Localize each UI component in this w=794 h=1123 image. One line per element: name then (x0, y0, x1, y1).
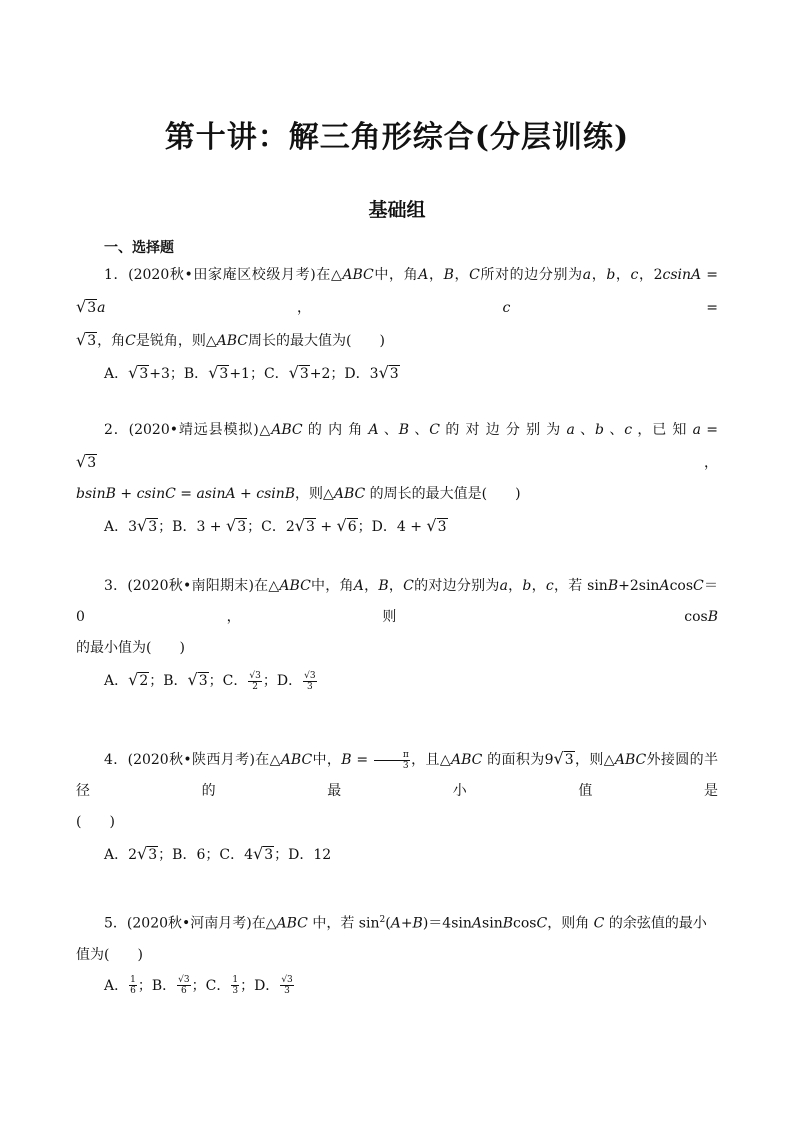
question-5-options: A． $\frac{1}{6}$ ；B． $\frac{√3}{6}$ ；C． $\frac{1}{3}$ ；D． $\frac{√3}{3}$ (104, 975, 293, 997)
page-title: 第十讲：解三角形综合(分层训练) (164, 120, 630, 155)
question-2-options: A．3√3；B．3 + √3；C．2√3 + √6；D．4 + √3 (104, 516, 447, 535)
question-1 (76, 260, 718, 390)
question-1-options: A．√3+3；B．√3+1；C．√3+2；D．3√3 (104, 363, 399, 382)
question-1-stem: 1．(2020秋•田家庵区校级月考)在△ABC中，角A，B，C所对的边分别为a，b，c，2csinA = √3a，c = (76, 267, 719, 316)
question-3 (76, 571, 718, 697)
question-4-stem: 4．(2020秋•陕西月考)在△ABC中，B = $\frac{\pi}{3}$ ，且△ABC 的面积为9√3，则△ABC外接圆的半径的最小值是 (76, 749, 718, 799)
group-heading: 基础组 (368, 199, 426, 221)
section-heading: 一、选择题 (104, 240, 174, 256)
question-2-stem: 2．(2020•靖远县模拟)△ABC 的 内 角 A 、B 、C 的 对 边 分 别 为 a 、b 、c ，已 知 a = √3， (76, 422, 719, 471)
question-3-options: A．√2；B．√3；C． $\frac{√3}{2}$ ；D． $\frac{√3}{3}$ (104, 670, 316, 692)
question-3-stem-cont: 的最小值为( ) (76, 640, 185, 656)
question-4-stem-cont: ( ) (76, 814, 115, 830)
question-1-stem-cont: √3，角C是锐角，则△ABC周长的最大值为( ) (76, 330, 385, 349)
question-4-options: A．2√3；B．6；C．4√3；D．12 (104, 844, 332, 863)
question-2 (76, 415, 718, 543)
question-5 (76, 905, 718, 1002)
question-3-stem: 3．(2020秋•南阳期末)在△ABC中，角A，B，C的对边分别为a，b，c，若 sinB+2sinAcosC＝0，则 cosB (76, 578, 719, 625)
question-2-stem-cont: bsinB + csinC = asinA + csinB，则△ABC 的周长的最大值是( ) (76, 486, 521, 502)
question-4 (76, 743, 718, 871)
question-5-stem: 5．(2020秋•河南月考)在△ABC 中，若 $\sin^2(A+B)=4sinAsinBcosC$，则角 C 的余弦值的最小值为( ) (76, 915, 707, 963)
